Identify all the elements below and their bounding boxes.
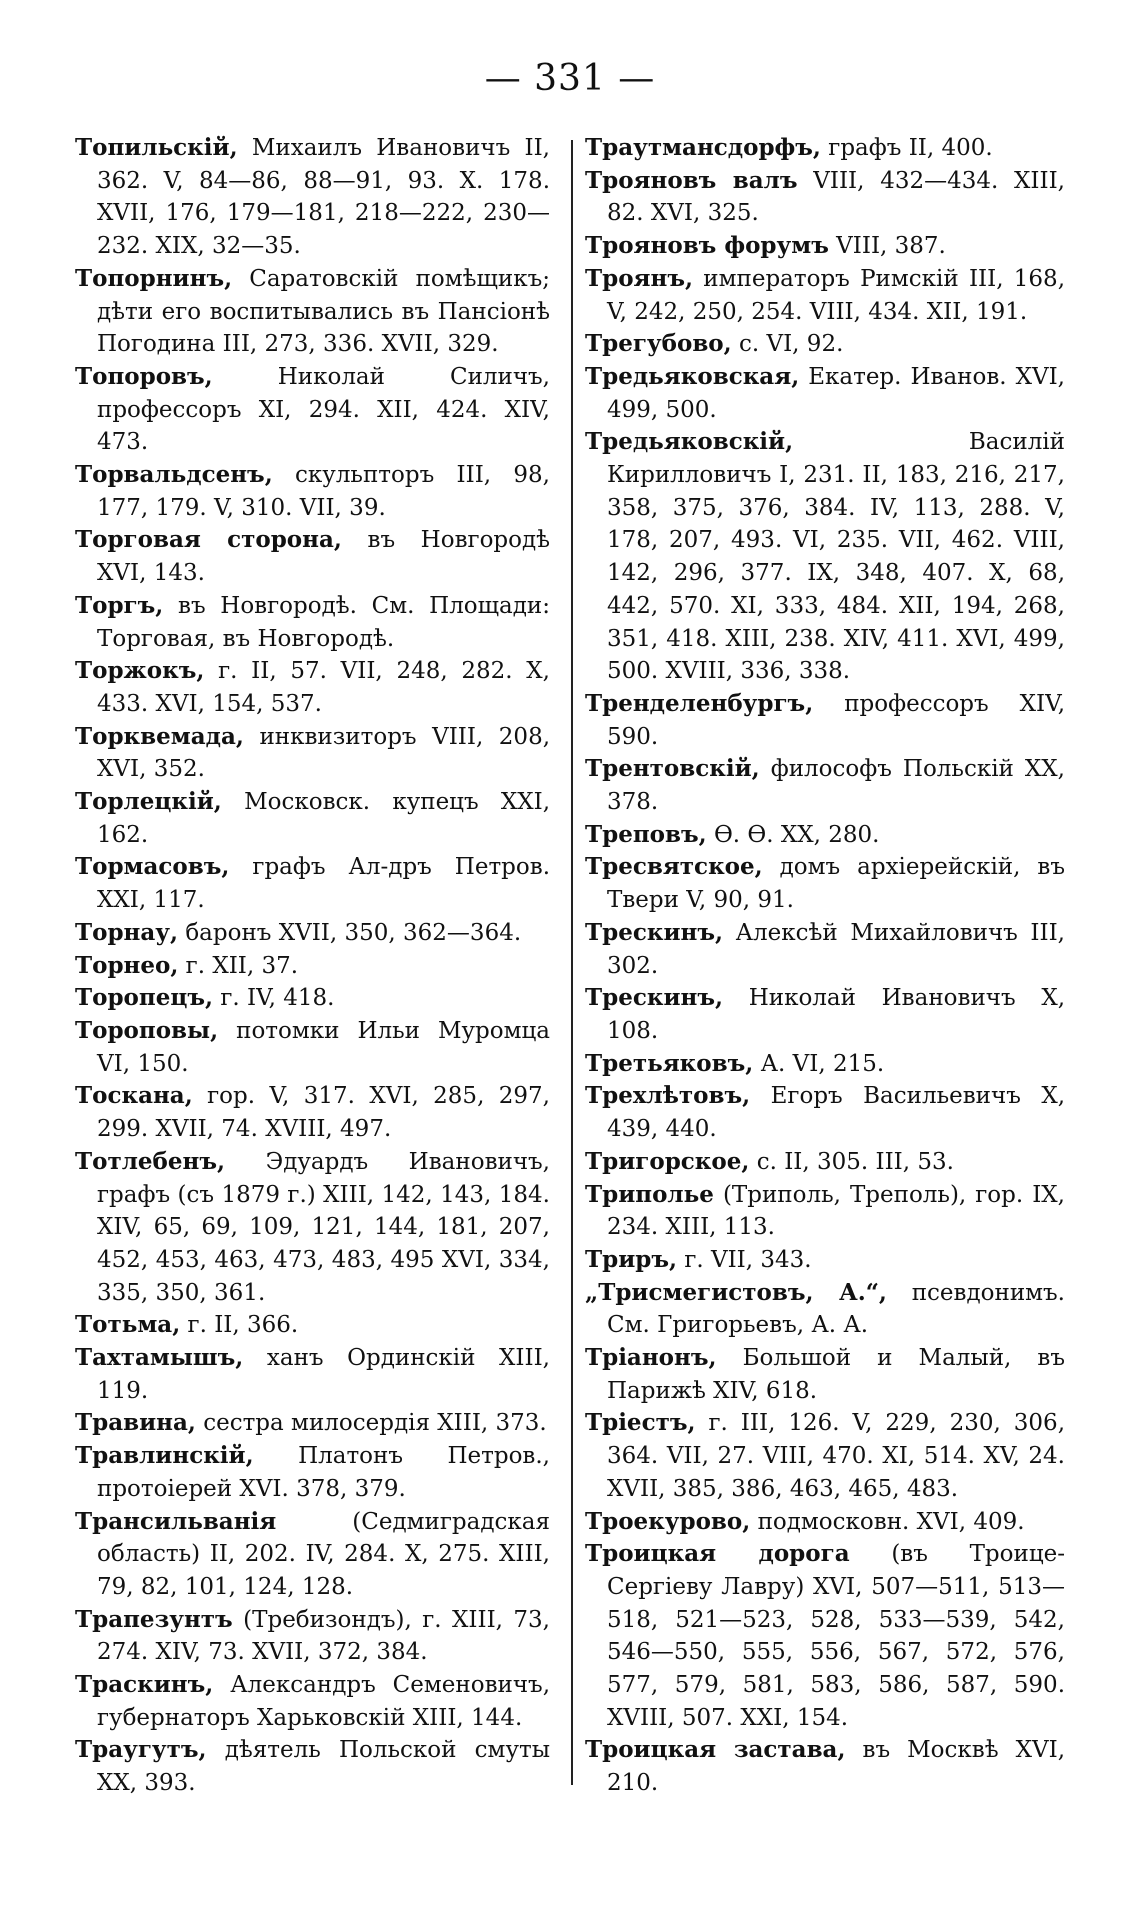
index-entry — [75, 1146, 550, 1310]
index-references: императоръ Римскій III, 168, V, 242, 250, 254. VIII, 434. XII, 191. — [607, 265, 1066, 325]
index-term: Торнео, — [75, 951, 179, 979]
index-entry — [75, 982, 550, 1015]
index-entry — [585, 1179, 1065, 1244]
index-references: А. VI, 215. — [760, 1050, 885, 1077]
index-term: Триръ, — [585, 1245, 677, 1273]
index-term: Траскинъ, — [75, 1671, 214, 1699]
index-references: Николай Ивановичъ X, 108. — [607, 985, 1065, 1044]
index-entry — [585, 1244, 1065, 1277]
index-entry — [585, 1080, 1065, 1145]
index-references: скульпторъ III, 98, 177, 179. V, 310. VII, 39. — [97, 462, 550, 521]
index-entry — [75, 721, 550, 786]
index-term: Тоскана, — [75, 1082, 193, 1110]
index-entry — [585, 753, 1065, 818]
index-term: Треповъ, — [585, 820, 707, 848]
index-term: Траутмансдорфъ, — [585, 134, 821, 161]
index-references: домъ архіерейскій, въ Твери V, 90, 91. — [607, 854, 1066, 914]
index-entry — [585, 1538, 1065, 1734]
index-term: „Трисмегистовъ, А.“, — [585, 1278, 887, 1306]
index-entry — [75, 1506, 550, 1604]
index-references: профессоръ XIV, 590. — [607, 690, 1066, 750]
index-references: г. III, 126. V, 229, 230, 306, 364. VII, 27. VIII, 470. XI, 514. XV, 24. XVII, 385, 386, 463, 465, 483. — [607, 1410, 1065, 1502]
index-entry — [585, 361, 1065, 426]
index-references: (въ Троице-Сергіеву Лавру) XVI, 507—511, 513—518, 521—523, 528, 533—539, 542, 546—550, 555, 556, 567, 572, 576, 577, 579, 581, 583, 586, 587, 590. XVIII, 507. XXI, 154. — [607, 1541, 1065, 1731]
index-references: Василій Кирилловичъ I, 231. II, 183, 216, 217, 358, 375, 376, 384. IV, 113, 288. V, 178, 207, 493. VI, 235. VII, 462. VIII, 142, 296, 377. IX, 348, 407. X, 68, 442, 570. XI, 333, 484. XII, 194, 268, 351, 418. XIII, 238. XIV, 411. XVI, 499, 500. XVIII, 336, 338. — [607, 429, 1065, 685]
index-references: (Триполь, Треполь), гор. IX, 234. XIII, 113. — [607, 1181, 1065, 1241]
index-references: гор. V, 317. XVI, 285, 297, 299. XVII, 74. XVIII, 497. — [97, 1083, 550, 1143]
index-entry — [585, 1342, 1065, 1407]
index-entry — [75, 950, 550, 983]
index-entry — [75, 1309, 550, 1342]
index-term: Траугутъ, — [75, 1736, 207, 1764]
index-term: Трапезунтъ — [75, 1605, 233, 1633]
index-entry — [75, 590, 550, 655]
index-term: Трояновъ форумъ — [585, 232, 829, 260]
index-references: (Седмиградская область) II, 202. IV, 284. X, 275. XIII, 79, 82, 101, 124, 128. — [97, 1508, 550, 1600]
index-references: Александръ Семеновичъ, губернаторъ Харьковскій XIII, 144. — [97, 1672, 550, 1731]
index-entry — [75, 786, 550, 851]
index-references: потомки Ильи Муромца VI, 150. — [97, 1017, 551, 1077]
index-references: ханъ Ординскій XIII, 119. — [97, 1345, 550, 1404]
index-entry — [585, 1277, 1065, 1342]
index-entry — [585, 1734, 1065, 1799]
index-entry — [585, 328, 1065, 361]
index-references: подмосковн. XVI, 409. — [757, 1508, 1025, 1535]
index-term: Тотьма, — [75, 1311, 181, 1339]
index-term: Троянъ, — [585, 264, 694, 292]
index-references: Алексѣй Михайловичъ III, 302. — [607, 919, 1065, 979]
index-references: философъ Польскій XX, 378. — [607, 756, 1065, 816]
index-term: Топорнинъ, — [75, 264, 233, 292]
index-entry — [585, 851, 1065, 916]
index-references: графъ II, 400. — [828, 135, 993, 161]
index-term: Трескинъ, — [585, 918, 723, 946]
index-references: (Требизондъ), г. XIII, 73, 274. XIV, 73. XVII, 372, 384. — [97, 1606, 550, 1666]
page-number: — 331 — — [484, 58, 656, 99]
index-term: Топильскій, — [75, 134, 238, 161]
index-references: Саратовскій помѣщикъ; дѣти его воспитывались въ Пансіонѣ Погодина III, 273, 336. XVII, 329. — [97, 265, 550, 358]
index-references: Московск. купецъ XXI, 162. — [97, 789, 551, 848]
index-term: Троекурово, — [585, 1507, 751, 1535]
index-term: Тріанонъ, — [585, 1344, 717, 1372]
index-entry — [585, 1506, 1065, 1539]
index-references: Большой и Малый, въ Парижѣ XIV, 618. — [607, 1345, 1066, 1404]
index-references: въ Москвѣ XVI, 210. — [607, 1737, 1066, 1797]
index-references: Николай Силичъ, профессоръ XI, 294. XII, 424. XIV, 473. — [97, 363, 550, 456]
index-term: Тормасовъ, — [75, 853, 230, 881]
index-entry — [585, 688, 1065, 753]
index-term: Тредьяковская, — [585, 362, 800, 390]
index-entry — [585, 917, 1065, 982]
column-divider — [571, 140, 573, 1785]
index-references: VIII, 432—434. XIII, 82. XVI, 325. — [607, 167, 1065, 227]
index-term: Троицкая дорога — [585, 1540, 850, 1568]
index-references: Ѳ. Ѳ. XX, 280. — [713, 821, 880, 848]
index-references: Михаилъ Ивановичъ II, 362. V, 84—86, 88—91, 93. X. 178. XVII, 176, 179—181, 218—222, 230—232. XIX, 32—35. — [97, 135, 550, 260]
index-entry — [75, 263, 550, 361]
index-term: Трентовскій, — [585, 755, 760, 783]
index-entry — [585, 1407, 1065, 1505]
index-term: Тотлебенъ, — [75, 1147, 226, 1175]
index-term: Топоровъ, — [75, 362, 213, 390]
index-entry — [75, 459, 550, 524]
index-references: с. VI, 92. — [738, 331, 844, 358]
index-references: Эдуардъ Ивановичъ, графъ (съ 1879 г.) XIII, 142, 143, 184. XIV, 65, 69, 109, 121, 144, 181, 207, 452, 453, 463, 473, 483, 495 XVI, 334, 335, 350, 361. — [97, 1148, 550, 1306]
index-references: въ Новгородѣ. См. Площади: Торговая, въ Новгородѣ. — [97, 592, 550, 652]
index-references: г. XII, 37. — [185, 952, 299, 979]
index-references: баронъ XVII, 350, 362—364. — [185, 919, 522, 946]
index-entry — [75, 1669, 550, 1734]
index-references: г. IV, 418. — [220, 985, 335, 1012]
index-term: Тренделенбургъ, — [585, 689, 814, 717]
index-entry — [75, 1407, 550, 1440]
index-term: Торговая сторона, — [75, 526, 342, 554]
left-column — [75, 132, 550, 1800]
right-column — [585, 132, 1065, 1800]
index-references: г. II, 57. VII, 248, 282. X, 433. XVI, 154, 537. — [97, 658, 550, 717]
index-references: инквизиторъ VIII, 208, XVI, 352. — [97, 723, 551, 783]
index-term: Трескинъ, — [585, 984, 723, 1012]
index-references: Егоръ Васильевичъ X, 439, 440. — [607, 1083, 1066, 1143]
index-entry — [75, 851, 550, 916]
index-term: Торквемада, — [75, 722, 244, 750]
index-term: Тороповы, — [75, 1016, 219, 1044]
index-entry — [75, 132, 550, 263]
index-term: Трехлѣтовъ, — [585, 1082, 751, 1110]
index-term: Торвальдсенъ, — [75, 461, 273, 489]
index-entry — [585, 1146, 1065, 1179]
index-entry — [585, 165, 1065, 230]
index-references: въ Новгородѣ XVI, 143. — [97, 527, 551, 587]
index-entry — [75, 361, 550, 459]
index-term: Тресвятское, — [585, 853, 763, 881]
index-term: Троицкая застава, — [585, 1736, 846, 1764]
index-entry — [75, 917, 550, 950]
index-entry — [585, 263, 1065, 328]
index-term: Торлецкій, — [75, 788, 222, 816]
index-term: Трегубово, — [585, 330, 732, 358]
index-term: Триполье — [585, 1180, 714, 1208]
index-entry — [585, 132, 1065, 165]
index-entry — [585, 982, 1065, 1047]
index-entry — [75, 1604, 550, 1669]
index-entry — [75, 1080, 550, 1145]
index-entry — [75, 524, 550, 589]
index-references: с. II, 305. III, 53. — [756, 1148, 954, 1175]
index-references: графъ Ал-дръ Петров. XXI, 117. — [97, 854, 550, 914]
index-references: дѣятель Польской смуты XX, 393. — [97, 1737, 551, 1797]
index-entry — [75, 655, 550, 720]
index-term: Травлинскій, — [75, 1442, 254, 1470]
index-term: Тахтамышъ, — [75, 1344, 244, 1372]
index-term: Торжокъ, — [75, 657, 205, 685]
index-term: Тригорское, — [585, 1147, 750, 1175]
index-entry — [585, 819, 1065, 852]
index-references: Платонъ Петров., протоіерей XVI. 378, 379. — [97, 1443, 550, 1502]
index-term: Тредьяковскій, — [585, 428, 794, 456]
index-entry — [75, 1440, 550, 1505]
index-entry — [585, 230, 1065, 263]
index-entry — [75, 1015, 550, 1080]
index-references: г. II, 366. — [187, 1312, 299, 1339]
index-references: VIII, 387. — [836, 233, 946, 260]
index-references: Екатер. Иванов. XVI, 499, 500. — [607, 363, 1065, 423]
index-term: Торгъ, — [75, 591, 164, 619]
index-term: Травина, — [75, 1409, 196, 1437]
index-references: г. VII, 343. — [684, 1246, 812, 1273]
index-term: Торнау, — [75, 918, 179, 946]
index-term: Третьяковъ, — [585, 1049, 754, 1077]
index-entry — [75, 1342, 550, 1407]
index-term: Торопецъ, — [75, 984, 213, 1012]
index-references: псевдонимъ. См. Григорьевъ, А. А. — [607, 1279, 1065, 1339]
index-term: Трояновъ валъ — [585, 166, 798, 194]
index-entry — [585, 426, 1065, 688]
index-term: Тріестъ, — [585, 1409, 696, 1437]
index-entry — [75, 1734, 550, 1799]
index-entry — [585, 1048, 1065, 1081]
index-references: сестра милосердія XIII, 373. — [203, 1410, 547, 1437]
index-term: Трансильванія — [75, 1507, 277, 1535]
